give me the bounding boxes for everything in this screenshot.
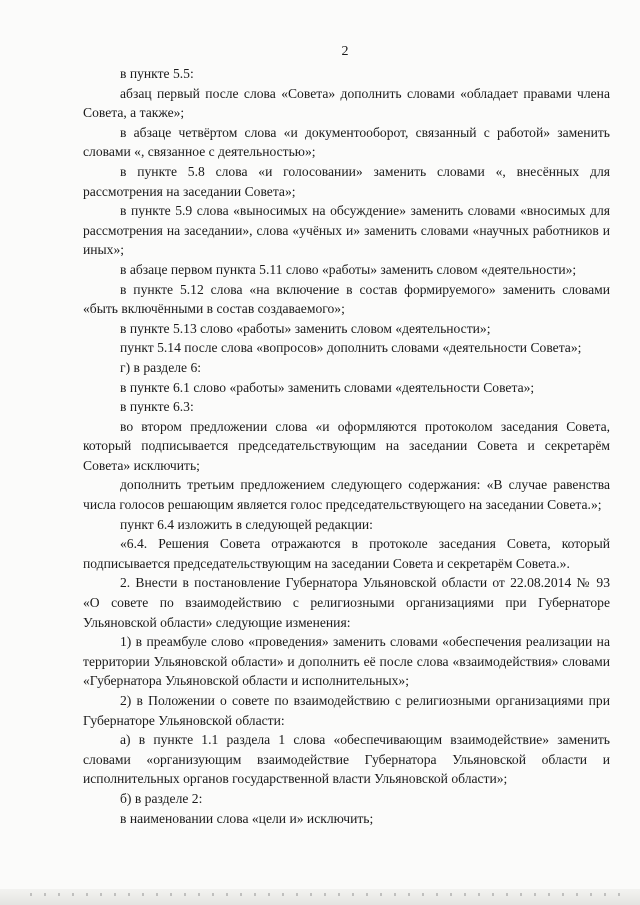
paragraph: 2) в Положении о совете по взаимодействию с религиозными организациями при Губернаторе Ульяновской области: <box>83 693 610 728</box>
paragraph: пункт 5.14 после слова «вопросов» дополнить словами «деятельности Совета»; <box>120 340 582 356</box>
paragraph: 2. Внести в постановление Губернатора Ульяновской области от 22.08.2014 № 93 «О совете по взаимодействию с религиозными организациями при Губернаторе Ульяновской области» следующие изменения: <box>83 575 610 630</box>
paragraph: г) в разделе 6: <box>120 359 202 375</box>
paragraph: «6.4. Решения Совета отражаются в протоколе заседания Совета, который подписывается председательствующим на заседании Совета и секретарём Совета.». <box>83 536 610 571</box>
paragraph: во втором предложении слова «и оформляются протоколом заседания Совета, который подписывается председательствующим на заседании Совета и секретарём Совета» исключить; <box>83 418 610 473</box>
document-body <box>83 64 610 828</box>
paragraph: в пункте 5.9 слова «выносимых на обсуждение» заменить словами «вносимых для рассмотрения на заседании», слова «учёных и» заменить словами «научных работников и иных»; <box>83 203 610 258</box>
paragraph: б) в разделе 2: <box>120 790 203 806</box>
paragraph: в абзаце четвёртом слова «и документооборот, связанный с работой» заменить словами «, связанное с деятельностью»; <box>83 124 610 160</box>
paragraph: в пункте 6.3: <box>120 399 194 415</box>
scan-artifact-line <box>30 893 620 896</box>
paragraph: в пункте 5.5: <box>120 66 194 81</box>
paragraph: а) в пункте 1.1 раздела 1 слова «обеспечивающим взаимодействие» заменить словами «организующим взаимодействие Губернатора Ульяновской области и исполнительных органов государственной власти Ульяновской области»; <box>83 732 610 787</box>
paragraph: в пункте 5.8 слова «и голосовании» заменить словами «, внесённых для рассмотрения на заседании Совета»; <box>83 163 610 199</box>
paragraph: в пункте 5.13 слово «работы» заменить словом «деятельности»; <box>120 320 491 336</box>
scan-bottom-edge <box>0 889 640 905</box>
paragraph: дополнить третьим предложением следующего содержания: «В случае равенства числа голосов решающим является голос председательствующего на заседании Совета.»; <box>83 477 610 513</box>
paragraph: пункт 6.4 изложить в следующей редакции: <box>120 516 373 532</box>
paragraph: 1) в преамбуле слово «проведения» заменить словами «обеспечения реализации на территории Ульяновской области» и дополнить её после слова «взаимодействия» словами «Губернатора Ульяновской области и исполнительных»; <box>83 634 610 689</box>
page-number: 2 <box>341 44 349 59</box>
paragraph: в абзаце первом пункта 5.11 слово «работы» заменить словом «деятельности»; <box>120 261 577 277</box>
paragraph: в пункте 6.1 слово «работы» заменить словами «деятельности Совета»; <box>120 379 535 395</box>
paragraph: в пункте 5.12 слова «на включение в состав формируемого» заменить словами «быть включёнными в состав создаваемого»; <box>83 281 610 317</box>
paragraph: в наименовании слова «цели и» исключить; <box>120 810 374 826</box>
paragraph: абзац первый после слова «Совета» дополнить словами «обладает правами члена Совета, а также»; <box>83 85 610 121</box>
